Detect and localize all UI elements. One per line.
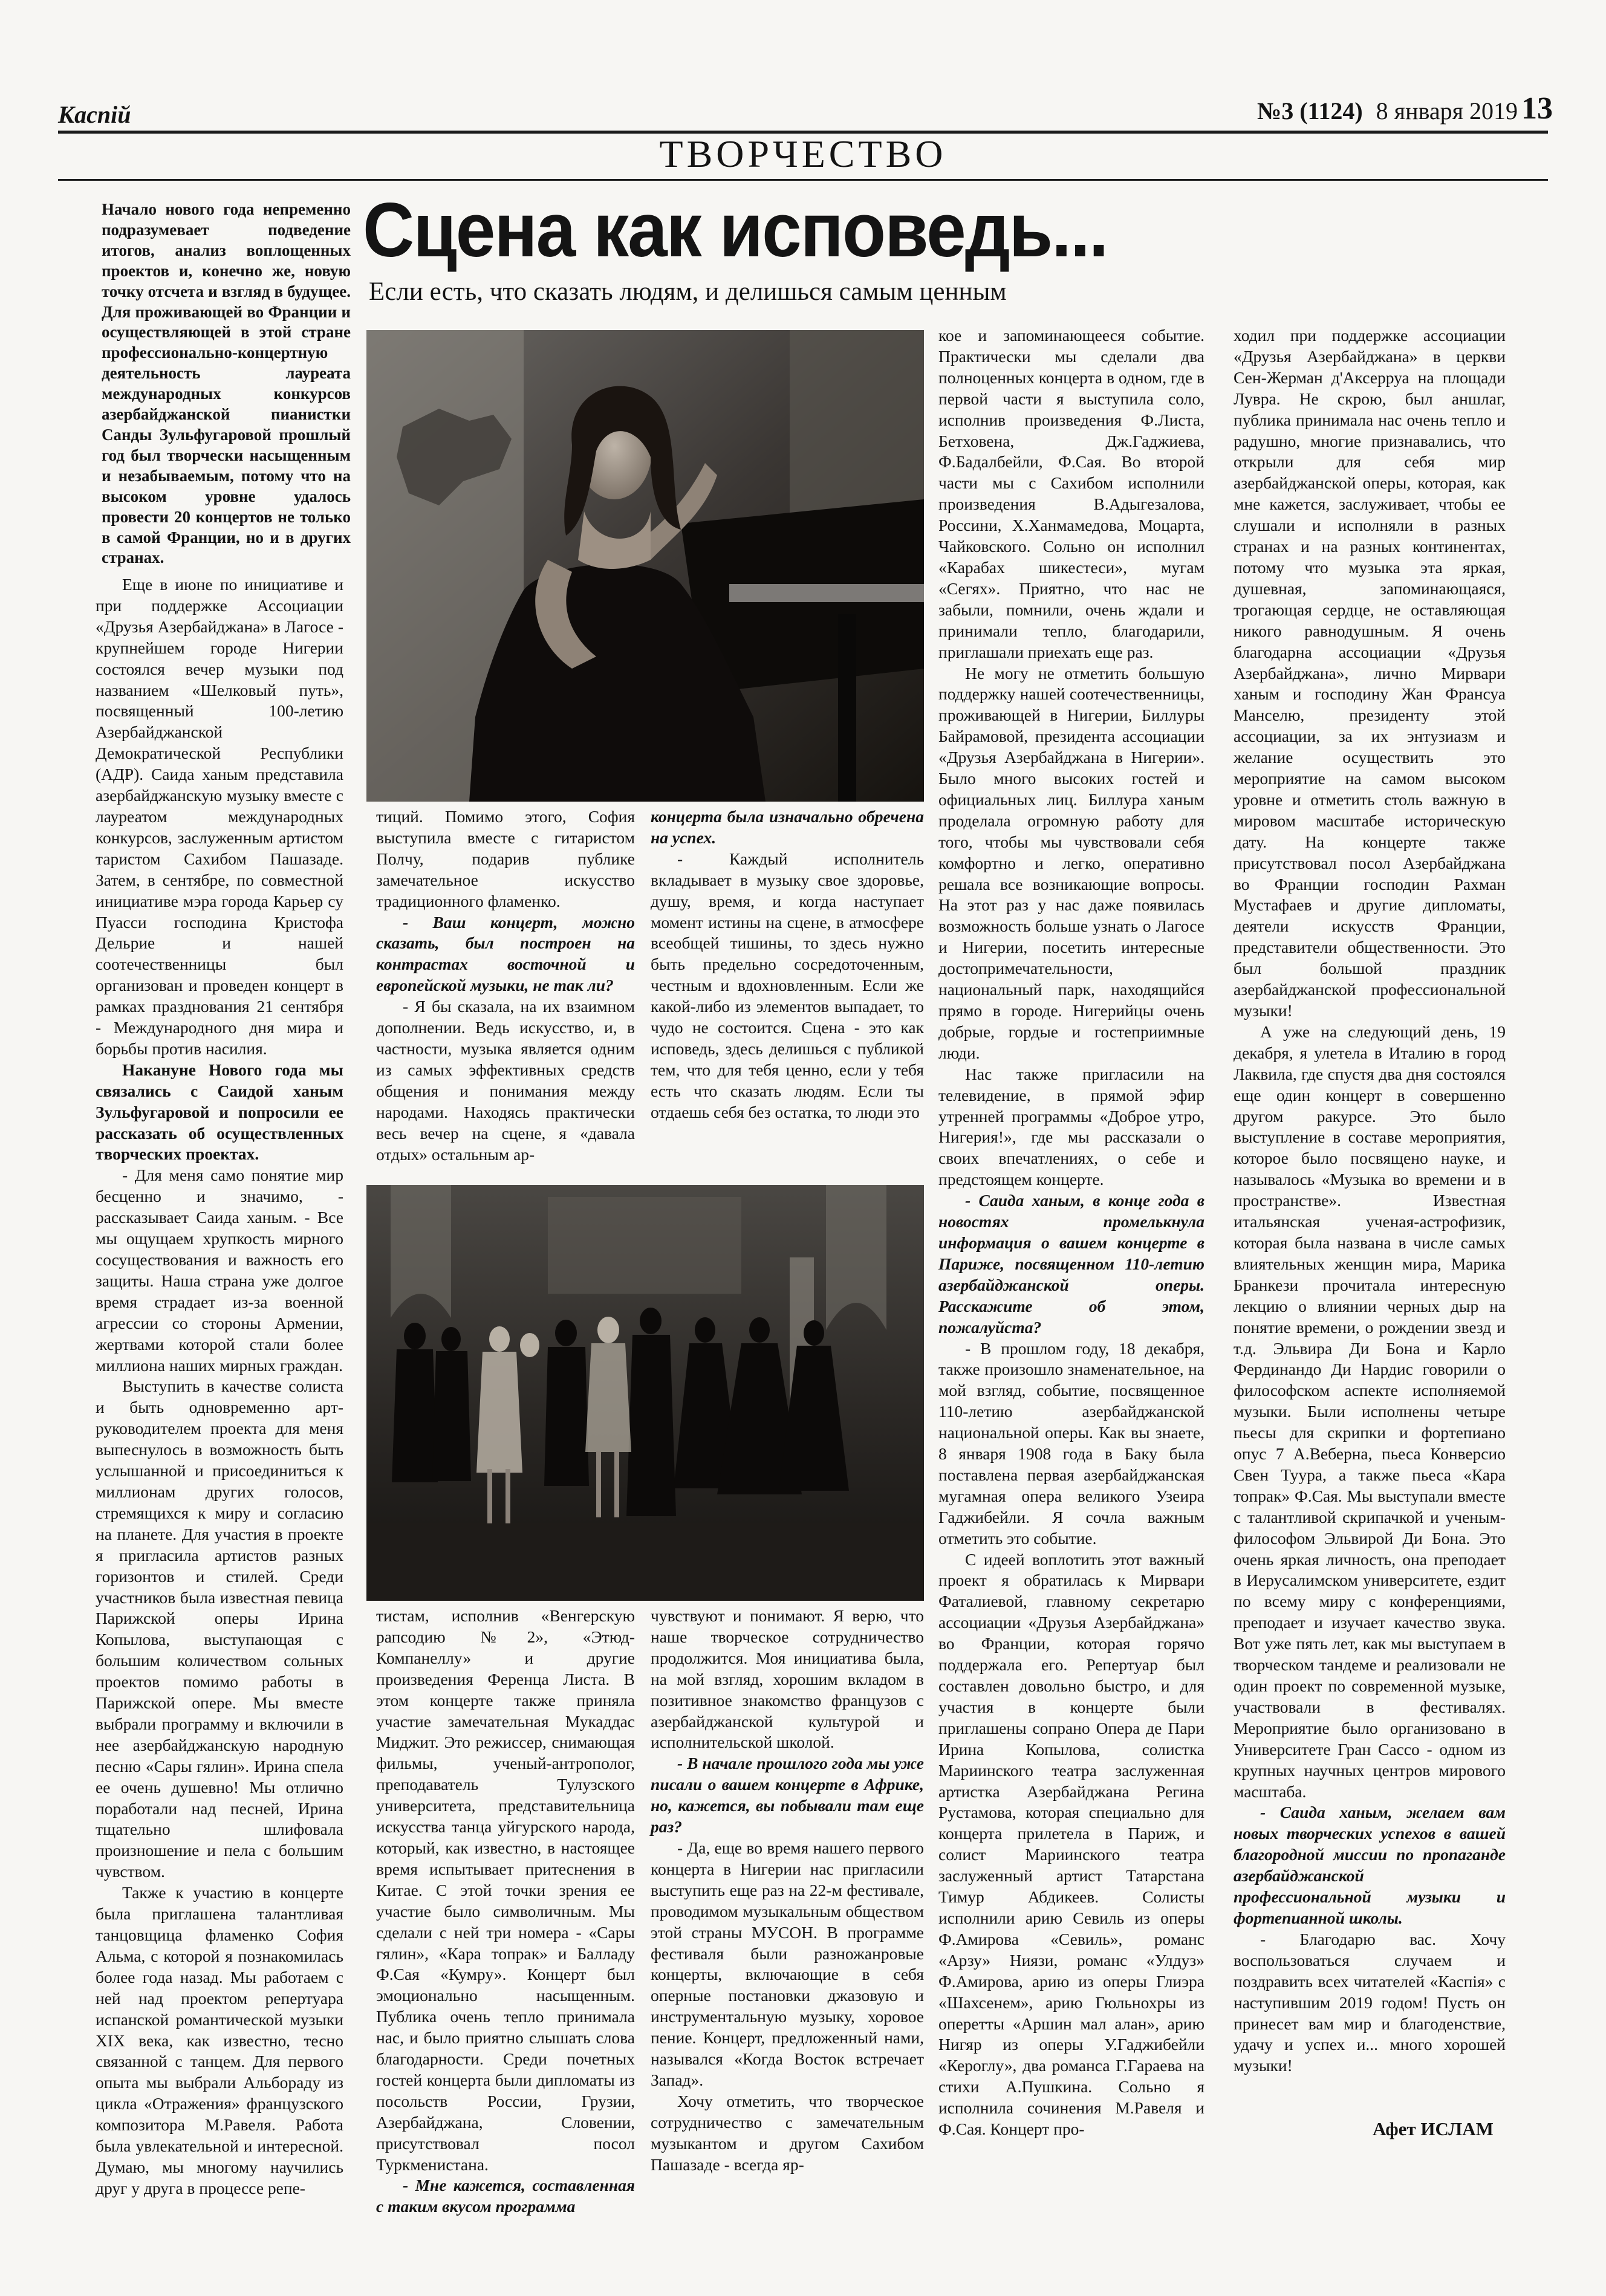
column-3-upper bbox=[651, 806, 924, 1155]
interview-question: концерта была изначально обречена на успех. bbox=[651, 807, 924, 847]
author-signature: Афет ИСЛАМ bbox=[1373, 2118, 1494, 2139]
section-title: ТВОРЧЕСТВО bbox=[659, 132, 947, 175]
paragraph: чувствуют и понимают. Я верю, что наше творческое сотрудничество продолжится. Моя инициатива была, на мой взгляд, хорошим вкладом в позитивное знакомство французов с азербайджанской культурой и исполнительской школой. bbox=[651, 1606, 924, 1752]
paragraph: тистам, исполнив «Венгерскую рапсодию №2», «Этюд-Компанеллу» и другие произведения Ференца Листа. В этом концерте также приняла участие замечательная Мукаддас Миджит. Это режиссер, снимающая фильмы, ученый-антрополог, преподаватель Тулузского университета, представительница искусства танца уйгурского народа, который, как известно, в настоящее время испытывает притеснения в Китае. С этой точки зрения ее участие было символичным. Мы сделали с ней три номера - «Сары гялин», «Кара топрак» и Балладу Ф.Сая «Кумру». Концерт был эмоционально насыщенным. Публика очень тепло принимала нас, и было приятно слышать слова благодарности. Среди почетных гостей концерта были дипломаты из посольств России, Грузии, Азербайджана, Словении, присутствовал посол Туркменистана. bbox=[376, 1606, 635, 2174]
paragraph: - Да, еще во время нашего первого концерта в Нигерии нас пригласили выступить еще раз на 22-м фестивале, проводимом музыкальным обществом этой страны МУСОН. В программе фестиваля были разножанровые концерты, включающие в себя оперные постановки джазовую и инструментальную музыку, хоровое пение. Концерт, предложенный нами, назывался «Когда Восток встречает Запад». bbox=[651, 1838, 924, 2089]
paragraph: Не могу не отметить большую поддержку нашей соотечественницы, проживающей в Нигерии, Биллуры Байрамовой, президента ассоциации «Друзья Азербайджана в Нигерии». Было много высоких гостей и официальных лиц. Биллура ханым проделала огромную работу для того, чтобы мы чувствовали себя комфортно и легко, оперативно решала все возникающие вопросы. На этот раз у нас даже появилась возможность больше узнать о Лагосе и Нигерии, посетить интересные достопримечательности, национальный парк, находящийся прямо в городе. Нигерийцы очень добрые, гордые и гостеприимные люди. bbox=[938, 663, 1204, 1062]
paragraph: - Благодарю вас. Хочу воспользоваться случаем и поздравить всех читателей «Каспiя» с наступившим 2019 годом! Пусть он принесет вам мир и благоденствие, удачу и успех и... много хорошей музыки! bbox=[1234, 1929, 1506, 2075]
pianist-portrait-photo bbox=[366, 330, 924, 802]
paragraph: ходил при поддержке ассоциации «Друзья Азербайджана» в церкви Сен-Жерман д'Аксерруа на площади Лувра. Не скрою, был аншлаг, публика принимала нас очень тепло и радушно, многие признавались, что открыли для себя мир азербайджанской оперы, которая, как мне кажется, заслуживает, чтобы ее слушали и исполняли в разных странах и на разных континентах, потому что музыка эта яркая, душевная, запоминающаяся, трогающая сердце, не оставляющая никого равнодушным. Я очень благодарна ассоциации «Друзья Азербайджана», лично Мирвари ханым и господину Жан Франсуа Манселю, президенту этой ассоциации, за их энтузиазм и желание осуществить это мероприятие на самом высоком уровне и отметить столь важную в мировом масштабе историческую дату. На концерте также присутствовал посол Азербайджана во Франции господин Рахман Мустафаев и другие дипломаты, деятели искусств Франции, представители общественности. Это был большой праздник азербайджанской профессиональной музыки! bbox=[1234, 326, 1506, 1020]
paragraph: кое и запоминающееся событие. Практически мы сделали два полноценных концерта в одном, где в первой части я выступила соло, исполнив произведения Ф.Листа, Бетховена, Дж.Гаджиева, Ф.Бадалбейли, Ф.Сая. Во второй части мы с Сахибом исполнили произведения В.Адыгезалова, Россини, Х.Ханмамедова, Моцарта, Чайковского. Сольно он исполнил «Карабах шикестеси», мугам «Сегях». Приятно, что нас не забыли, помнили, очень ждали и принимали тепло, благодарили, приглашали приехать еще раз. bbox=[938, 326, 1204, 661]
column-4 bbox=[938, 325, 1204, 2163]
paragraph: тиций. Помимо этого, София выступила вместе с гитаристом Полчу, подарив публике замечательное искусство традиционного фламенко. bbox=[376, 807, 635, 910]
paragraph: Еще в июне по инициативе и при поддержке Ассоциации «Друзья Азербайджана» в Лагосе - крупнейшем городе Нигерии состоялся вечер музыки под названием «Шелковый путь», посвященный 100-летию Азербайджанской Демократической Республики (АДР). Саида ханым представила азербайджанскую музыку вместе с лауреатом международных конкурсов, заслуженным артистом таристом Сахибом Пашазаде. Затем, в сентябре, по совместной инициативе мэра города Карьер су Пуасси господина Кристофа Дельрие и нашей соотечественницы был организован и проведен концерт в рамках празднования 21 сентября - Международного дня мира и борьбы против насилия. bbox=[96, 575, 343, 1058]
paragraph: Хочу отметить, что творческое сотрудничество с замечательным музыкантом и другом Сахибом Пашазаде - всегда яр- bbox=[651, 2091, 924, 2174]
column-1 bbox=[96, 574, 343, 2197]
interview-question: - Мне кажется, составленная с таким вкусом программа bbox=[376, 2176, 635, 2216]
column-2-upper bbox=[376, 806, 635, 1164]
concert-group-photo bbox=[366, 1185, 924, 1601]
column-3-lower bbox=[651, 1606, 924, 2174]
interview-question: - Саида ханым, желаем вам новых творческих успехов в вашей благородной миссии по пропаганде азербайджанской профессиональной музыки и фортепианной школы. bbox=[1234, 1803, 1506, 1927]
paragraph: Также к участию в концерте была приглашена талантливая танцовщица фламенко София Альма, с которой я познакомилась более года назад. Мы работаем с ней над проектом репертуара испанской романтической музыки XIX века, как известно, тесно связанной с танцем. Для первого опыта мы выбрали Альбораду из цикла «Отражения» французского композитора М.Равеля. Работа была увлекательной и интересной. Думаю, мы многому научились друг у друга в процессе репе- bbox=[96, 1883, 343, 2197]
paragraph: Накануне Нового года мы связались с Саидой ханым Зульфугаровой и попросили ее рассказать об осуществленных творческих проектах. bbox=[96, 1060, 343, 1164]
interview-question: - Саида ханым, в конце года в новостях промелькнула информация о вашем концерте в Париже, посвященном 110-летию азербайджанской оперы. Расскажите об этом, пожалуйста? bbox=[938, 1191, 1204, 1337]
interview-question: - Ваш концерт, можно сказать, был построен на контрастах восточной и европейской музыки, не так ли? bbox=[376, 912, 635, 995]
paragraph: С идеей воплотить этот важный проект я обратилась к Мирвари Фаталиевой, главному секретарю ассоциации «Друзья Азербайджана» во Франции, которая горячо поддержала его. Репертуар был составлен довольно быстро, и для участия в концерте были приглашены сопрано Опера де Пари Ирина Копылова, солистка Мариинского театра заслуженная артистка Азербайджана Регина Рустамова, которая специально для концерта прилетела в Париж, и солист Мариинского театра заслуженный артист Татарстана Тимур Абдикеев. Солисты исполнили арию Севиль из оперы Ф.Амирова «Севиль», романс «Арзу» Ниязи, романс «Улдуз» Ф.Амирова, арию из оперы Глиэра «Шахсенем», арию Гюльнохры из оперетты «Аршин мал алан», арию Нигяр из оперы У.Гаджибейли «Кероглу», два романса Г.Гараева на стихи А.Пушкина. Сольно я исполнила сочинения М.Равеля и Ф.Сая. Концерт про- bbox=[938, 1549, 1204, 2139]
masthead-name: Каспiй bbox=[58, 101, 131, 128]
interview-question: - В начале прошлого года мы уже писали о вашем концерте в Африке, но, кажется, вы побывали там еще раз? bbox=[651, 1754, 924, 1837]
paragraph: - Для меня само понятие мир бесценно и значимо, - рассказывает Саида ханым. - Все мы ощущаем хрупкость мирного сосуществования и важность его защиты. Наша страна уже долгое время страдает из-за военной агрессии со стороны Армении, жертвами которой стали более миллиона наших мирных граждан. bbox=[96, 1166, 343, 1375]
section-rule bbox=[58, 179, 1548, 181]
paragraph: Выступить в качестве солиста и быть одновременно арт-руководителем проекта для меня выпеснулось в возможность быть услышанной и присоединиться к миллионам других голосов, стремящихся к миру и согласию на планете. Для участия в проекте я пригласила артистов разных горизонтов и стилей. Среди участников была известная певица Парижской оперы Ирина Копылова, выступающая с большим количеством сольных проектов помимо работы в Парижской опере. Мы вместе выбрали программу и включили в нее азербайджанскую народную песню «Сары гялин». Ирина спела ее очень душевно! Мы отлично поработали над песней, Ирина тщательно шлифовала произношение и пела с большим чувством. bbox=[96, 1377, 343, 1881]
article-subtitle: Если есть, что сказать людям, и делишься самым ценным bbox=[369, 277, 1007, 306]
paragraph: А уже на следующий день, 19 декабря, я улетела в Италию в город Лаквила, где спустя два дня состоялся еще один концерт в совершенно другом ракурсе. Это было выступление в составе мероприятия, которое было посвящено науке, и называлось «Музыка во времени и в пространстве». Известная итальянская ученая-астрофизик, которая была названа в числе самых влиятельных женщин мира, Марика Бранкези прочитала интересную лекцию о влиянии черных дыр на понятие времени, о рождении звезд и т.д. Эльвира Ди Бона и Карло Фердинандо Ди Нардис говорили о философском аспекте исполняемой музыки. Были исполнены четыре пьесы для скрипки и фортепиано опус 7 А.Веберна, пьеса Конверсио Свен Туура, а также пьеса «Кара топрак» Ф.Сая. Мы выступали вместе с талантливой скрипачкой и ученым-философом Эльвирой Ди Бона. Это очень яркая личность, она преподает в Иерусалимском университете, ездит по всему миру с конференциями, преподает и изучает качество звука. Вот уже пять лет, как мы выступаем в творческом тандеме и реализовали не один проект по современной музыке, участвовали в фестивалях. Мероприятие было организовано в Университете Гран Сассо - одном из крупных научных центров мирового масштаба. bbox=[1234, 1022, 1506, 1801]
issue-date: 8 января 2019 bbox=[1376, 97, 1518, 125]
column-5 bbox=[1234, 325, 1506, 2103]
paragraph: - В прошлом году, 18 декабря, также произошло знаменательное, на мой взгляд, событие, посвященное 110-летию азербайджанской национальной оперы. Как вы знаете, 8 января 1908 года в Баку была поставлена первая азербайджанская мугамная опера великого Узеира Гаджибейли. Я сочла важным отметить это событие. bbox=[938, 1338, 1204, 1548]
issue-number: №3 (1124) bbox=[1257, 97, 1363, 125]
column-2-lower bbox=[376, 1606, 635, 2216]
page-number: 13 bbox=[1521, 91, 1553, 126]
paragraph: - Каждый исполнитель вкладывает в музыку свое здоровье, душу, время, и когда наступает момент истины на сцене, в атмосфере всеобщей тишины, то здесь нужно быть предельно сосредоточенным, честным и вдохновленным. Если же какой-либо из элементов выпадает, то чудо не состоится. Сцена - это как исповедь, здесь делишься с публикой тем, что для тебя ценно, если у тебя есть что сказать людям. Если ты отдаешь себя без остатка, то люди это bbox=[651, 849, 924, 1121]
article-lead: Начало нового года непременно подразумевает подведение итогов, анализ воплощенных проектов и, конечно же, новую точку отсчета и взгляд в будущее. Для проживающей во Франции и осуществляющей в этой стране профессионально-концертную деятельность лауреата международных конкурсов азербайджанской пианистки Санды Зульфугаровой прошлый год был творчески насыщенным и незабываемым, потому что на высоком уровне удалось провести 20 концертов не только в самой Франции, но и в других странах. bbox=[102, 200, 351, 567]
issue-info bbox=[1257, 97, 1518, 125]
paragraph: - Я бы сказала, на их взаимном дополнении. Ведь искусство, и, в частности, музыка является одним из самых эффективных средств общения и понимания между народами. Находясь практически весь вечер на сцене, я «давала отдых» остальным ар- bbox=[376, 997, 635, 1164]
article-title: Сцена как исповедь... bbox=[363, 187, 1108, 274]
paragraph: Нас также пригласили на телевидение, в прямой эфир утренней программы «Доброе утро, Нигерия!», где мы рассказали о своих впечатлениях, о себе и предстоящем концерте. bbox=[938, 1064, 1204, 1189]
